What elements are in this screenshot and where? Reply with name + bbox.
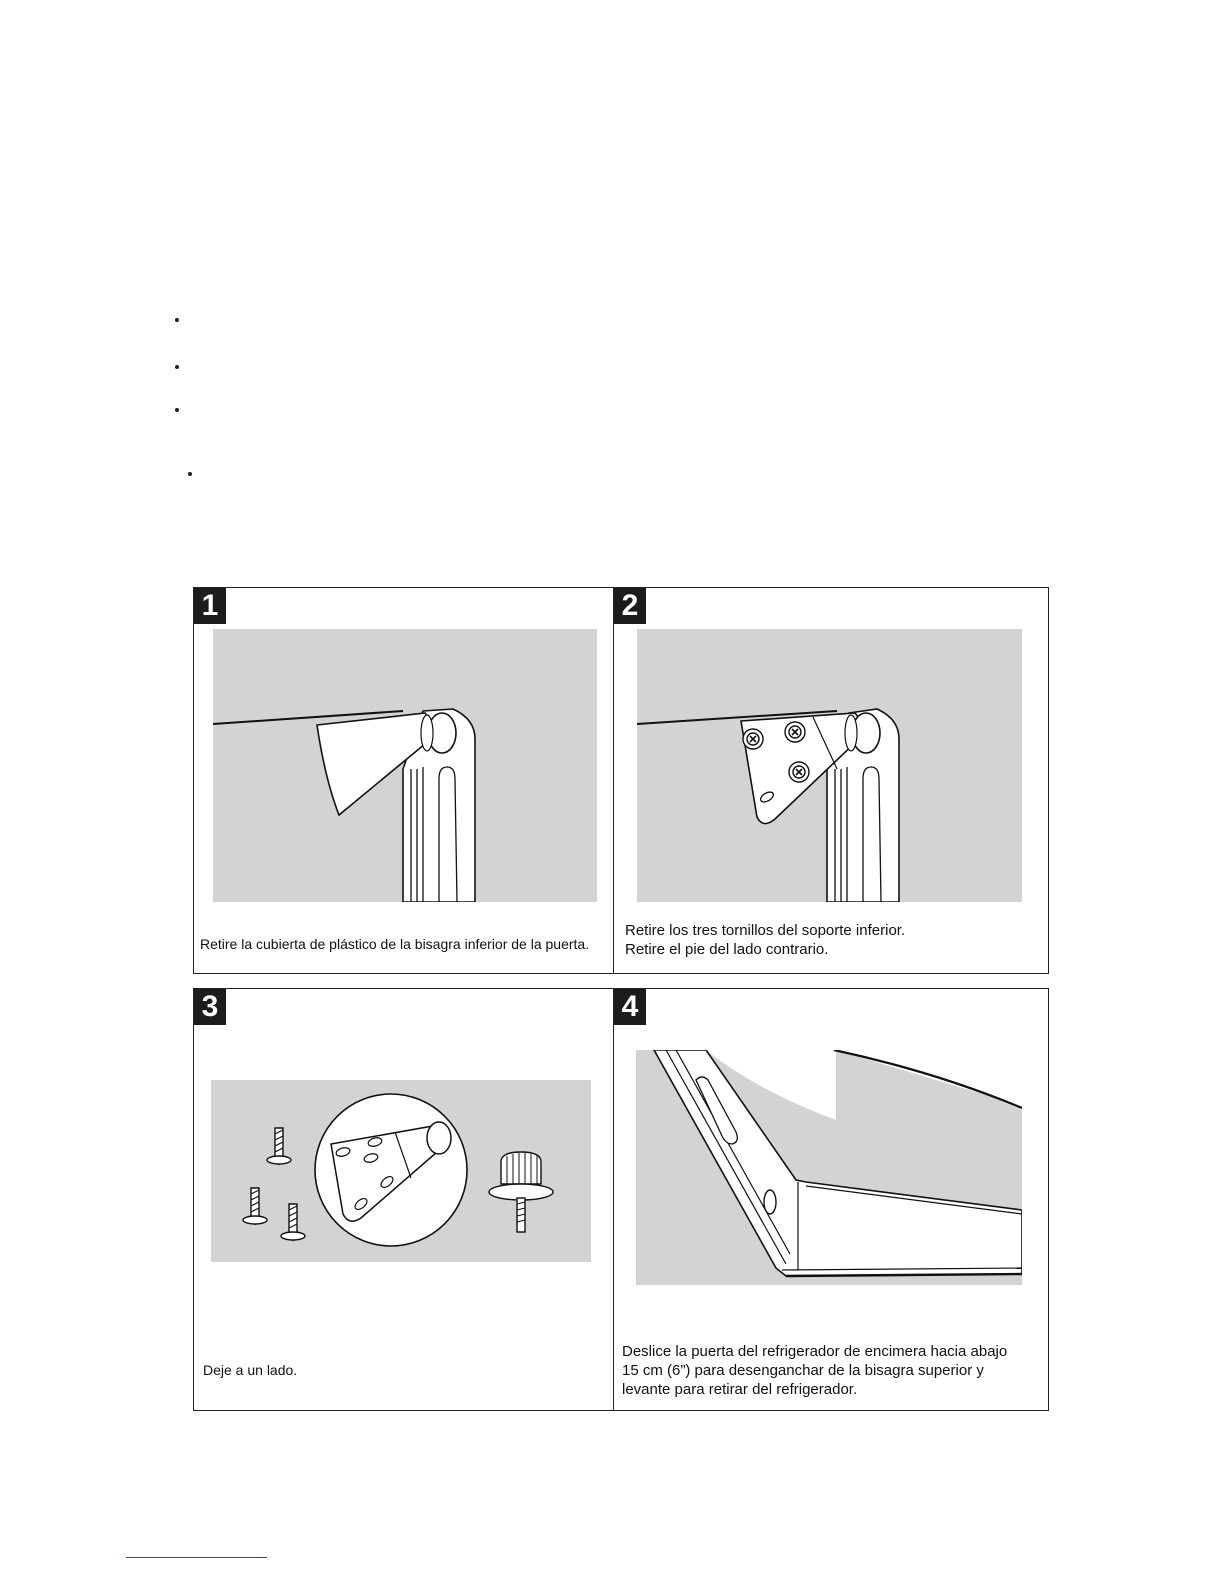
step-number-badge: 1 [194, 588, 226, 624]
step-3-illustration [211, 1080, 591, 1262]
step-caption [622, 1342, 1007, 1399]
door-removal-illustration [636, 1050, 1022, 1285]
leveling-foot-icon [489, 1152, 553, 1232]
bullet-marker [175, 365, 179, 369]
caption-line: Retire los tres tornillos del soporte inferior. [625, 922, 906, 939]
bullet-marker [175, 408, 179, 412]
caption-line: Deslice la puerta del refrigerador de encimera hacia abajo [622, 1343, 1008, 1360]
step-number-badge: 4 [614, 989, 646, 1025]
hinge-cover-illustration [213, 629, 597, 902]
bullet-marker [188, 472, 192, 476]
step-4-illustration [636, 1050, 1022, 1285]
caption-line: 15 cm (6”) para desenganchar de la bisagra superior y [622, 1362, 984, 1379]
step-panel-4 [613, 988, 1049, 1411]
step-panel-3 [193, 988, 614, 1411]
step-number-badge: 2 [614, 588, 646, 624]
footer-rule [126, 1557, 267, 1558]
step-caption [625, 921, 905, 959]
bullet-marker [175, 318, 179, 322]
parts-set-aside-illustration [211, 1080, 591, 1262]
step-1-illustration [213, 629, 597, 902]
caption-line: Retire el pie del lado contrario. [625, 941, 829, 958]
step-caption [200, 935, 589, 954]
step-number-badge: 3 [194, 989, 226, 1025]
step-panel-1 [193, 587, 614, 974]
step-caption [203, 1361, 297, 1380]
caption-line: Retire la cubierta de plástico de la bisagra inferior de la puerta. [200, 936, 590, 952]
step-panel-2 [613, 587, 1049, 974]
step-2-illustration [637, 629, 1022, 902]
screw-icon [243, 1128, 305, 1240]
caption-line: levante para retirar del refrigerador. [622, 1381, 858, 1398]
hinge-bracket-illustration [637, 629, 1022, 902]
caption-line: Deje a un lado. [203, 1362, 298, 1378]
instruction-steps-grid [193, 587, 1049, 1411]
